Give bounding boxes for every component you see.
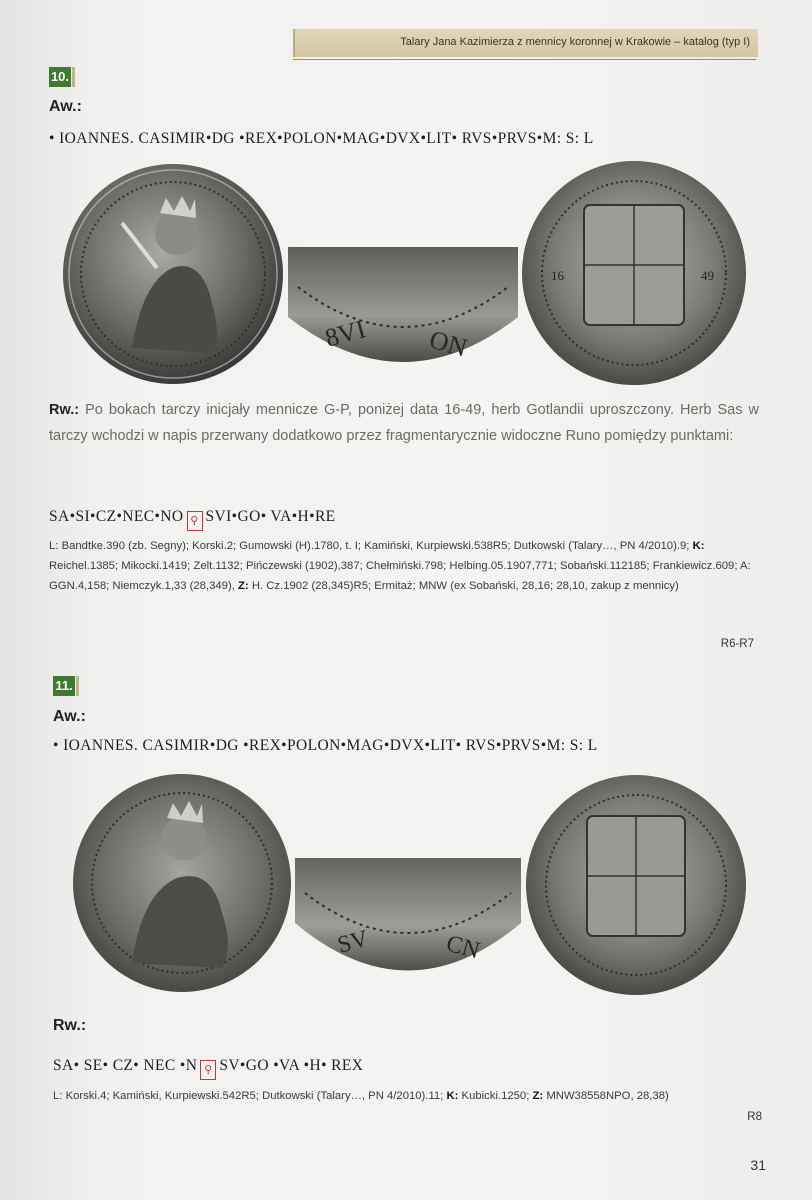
reverse-detail-image bbox=[295, 858, 521, 980]
fleece-mark-icon: ⚲ bbox=[187, 511, 203, 531]
literature-references bbox=[49, 536, 761, 596]
ref-z-text: MNW38558NPO, 28,38) bbox=[546, 1090, 669, 1102]
fleece-mark-icon: ⚲ bbox=[200, 1060, 216, 1080]
badge-accent bbox=[72, 67, 75, 87]
reverse-legend-part-b: SVI•GO• VA•H•RE bbox=[205, 508, 336, 525]
reverse-detail-image bbox=[288, 247, 518, 373]
reverse-description-text: Po bokach tarczy inicjały mennicze G-P, poniżej data 16-49, herb Gotlandii uproszczony. Herb Sas w tarczy wchodzi w napis przerwany dodatkowo przez fragmentarycznie widoczne Runo pomiędzy punktami: bbox=[49, 402, 759, 444]
svg-text:ON: ON bbox=[426, 324, 471, 363]
ref-k-text: Kubicki.1250; bbox=[461, 1090, 530, 1102]
reverse-coin-image bbox=[521, 160, 747, 386]
entry-number-badge: 11. bbox=[53, 676, 75, 696]
ref-l-label: L: bbox=[53, 1090, 63, 1102]
svg-text:16: 16 bbox=[551, 268, 564, 283]
literature-references bbox=[53, 1086, 765, 1106]
ref-l-text: Korski.4; Kamiński, Kurpiewski.542R5; Dutkowski (Talary…, PN 4/2010).11; bbox=[65, 1090, 444, 1102]
reverse-legend-part-a: SA• SE• CZ• NEC •N bbox=[53, 1057, 198, 1074]
ref-a-text: GGN.4,158; Niemczyk.1,33 (28,349), bbox=[49, 580, 235, 592]
obverse-coin-image bbox=[72, 773, 292, 993]
obverse-legend: • IOANNES. CASIMIR•DG •REX•POLON•MAG•DVX•LIT• RVS•PRVS•M: S: L bbox=[53, 737, 598, 754]
reverse-label: Rw.: bbox=[53, 1017, 87, 1034]
ref-k-text: Reichel.1385; Mikocki.1419; Zelt.1132; Pińczewski (1902),387; Chełmiński.798; Helbing.05.1907,771; Sobański.112185; Frankiewicz.609; bbox=[49, 560, 738, 572]
reverse-description bbox=[49, 397, 759, 449]
obverse-coin-image bbox=[62, 163, 284, 385]
running-header bbox=[293, 29, 758, 57]
ref-k-label: K: bbox=[692, 540, 705, 552]
ref-a-label: A: bbox=[739, 560, 751, 572]
ref-l-label: L: bbox=[49, 540, 59, 552]
rarity-grade: R8 bbox=[747, 1111, 762, 1123]
ref-l-text: Bandtke.390 (zb. Segny); Korski.2; Gumowski (H).1780, t. I; Kamiński, Kurpiewski.538R5; Dutkowski (Talary…, PN 4/2010).9; bbox=[61, 540, 690, 552]
header-rule bbox=[293, 59, 756, 60]
ref-k-label: K: bbox=[446, 1090, 459, 1102]
reverse-legend-part-b: SV•GO •VA •H• REX bbox=[219, 1057, 364, 1074]
svg-text:49: 49 bbox=[701, 268, 714, 283]
ref-z-label: Z: bbox=[532, 1090, 544, 1102]
ref-z-text: H. Cz.1902 (28,345)R5; Ermitaż; MNW (ex Sobański, 28,16; 28,10, zakup z mennicy) bbox=[251, 580, 679, 592]
obverse-label: Aw.: bbox=[49, 98, 82, 115]
reverse-legend bbox=[53, 1057, 363, 1080]
entry-number-badge: 10. bbox=[49, 67, 71, 87]
svg-text:SV: SV bbox=[334, 925, 372, 959]
reverse-legend-part-a: SA•SI•CZ•NEC•NO bbox=[49, 508, 184, 525]
badge-accent bbox=[76, 676, 79, 696]
running-header-title: Talary Jana Kazimierza z mennicy koronnej w Krakowie – katalog (typ I) bbox=[400, 36, 750, 48]
svg-text:CN: CN bbox=[443, 930, 483, 965]
ref-z-label: Z: bbox=[238, 580, 249, 592]
page-number: 31 bbox=[750, 1157, 766, 1173]
reverse-label: Rw.: bbox=[49, 402, 80, 418]
obverse-legend: • IOANNES. CASIMIR•DG •REX•POLON•MAG•DVX•LIT• RVS•PRVS•M: S: L bbox=[49, 130, 594, 147]
rarity-grade: R6-R7 bbox=[720, 638, 754, 650]
svg-text:8VI: 8VI bbox=[322, 314, 369, 353]
reverse-coin-image bbox=[525, 774, 747, 996]
obverse-label: Aw.: bbox=[53, 708, 86, 725]
reverse-legend bbox=[49, 508, 336, 531]
